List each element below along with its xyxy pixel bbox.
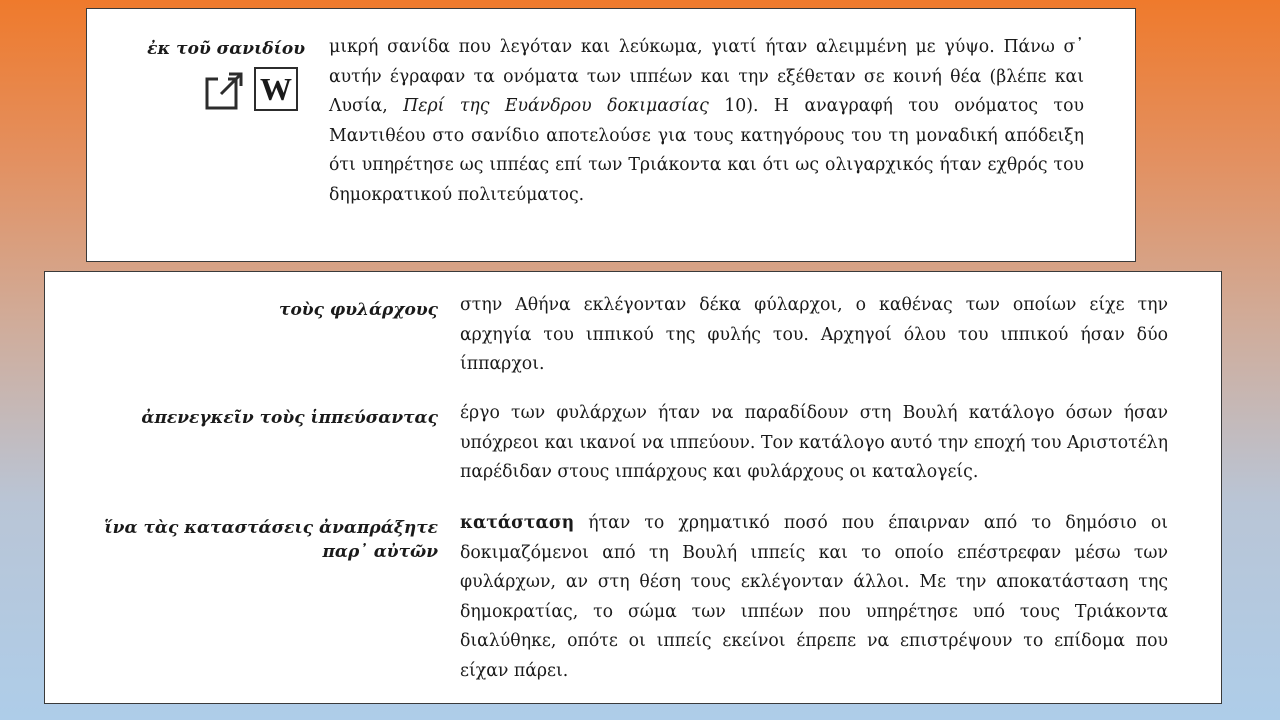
icon-row: [204, 67, 298, 115]
external-link-icon[interactable]: [204, 67, 248, 115]
wikipedia-letter: W: [260, 71, 292, 107]
glossary-definition-cavalry-list: έργο των φυλάρχων ήταν να παραδίδουν στη Βουλή κατάλογο όσων ήσαν υπόχρεοι και ικανοί να ιππεύουν. Τον κατάλογο αυτό την εποχή του Αριστοτέλη παρέδιδαν στους ιππάρχους και φυλάρχους οι καταλογείς.: [460, 403, 1168, 482]
bold-keyword: κατάσταση: [460, 513, 575, 533]
glossary-term: ἐκ τοῦ σανιδίου: [147, 39, 305, 59]
glossary-term-phylarchs: τοὺς φυλάρχους: [279, 300, 438, 320]
glossary-term-cavalry-list: ἀπενεγκεῖν τοὺς ἱππεύσαντας: [141, 408, 438, 428]
glossary-panel: [44, 271, 1222, 704]
definition-text: ήταν το χρηματικό ποσό που έπαιρναν από το δημόσιο οι δοκιμαζόμενοι από τη Βουλή ιππείς και το οποίο επέστρεφαν μέσω των φυλάρχων, αν στη θέση τους εκλέγονταν άλλοι. Με την αποκατάσταση της δημοκρατίας, το σώμα των ιππέων που υπηρέτησε υπό τους Τριάκοντα διαλύθηκε, οπότε οι ιππείς εκείνοι έπρεπε να επιστρέψουν το επίδομα που είχαν πάρει.: [460, 513, 1168, 681]
glossary-definition-phylarchs: στην Αθήνα εκλέγονταν δέκα φύλαρχοι, ο καθένας των οποίων είχε την αρχηγία του ιππικού της φυλής του. Αρχηγοί όλου του ιππικού ήσαν δύο ίππαρχοι.: [460, 295, 1168, 374]
top-note-panel: [86, 8, 1136, 262]
definition-text: μικρή σανίδα που λεγόταν και λεύκωμα, γιατί ήταν αλειμμένη με γύψο. Πάνω σ᾽ αυτήν έγραφαν τα ονόματα των ιππέων και την εξέθεταν σε κοινή θέα (βλέπε και Λυσία,: [329, 37, 1084, 116]
wikipedia-icon[interactable]: [254, 67, 298, 111]
glossary-definition-katastasis: [460, 509, 1168, 686]
glossary-definition: [329, 33, 1084, 210]
cited-work-title: Περί της Ευάνδρου δοκιμασίας: [403, 96, 709, 116]
definition-text-continued: 10). Η αναγραφή του ονόματος του Μαντιθέου στο σανίδιο αποτελούσε για τους κατηγόρους του τη μοναδική απόδειξη ότι υπηρέτησε ως ιππέας επί των Τριάκοντα και ότι ως ολιγαρχικός ήταν εχθρός του δημοκρατικού πολιτεύματος.: [329, 96, 1084, 205]
glossary-term-katastasis: ἵνα τὰς καταστάσεις ἀναπράξητε παρ᾽ αὐτῶν: [104, 518, 438, 562]
